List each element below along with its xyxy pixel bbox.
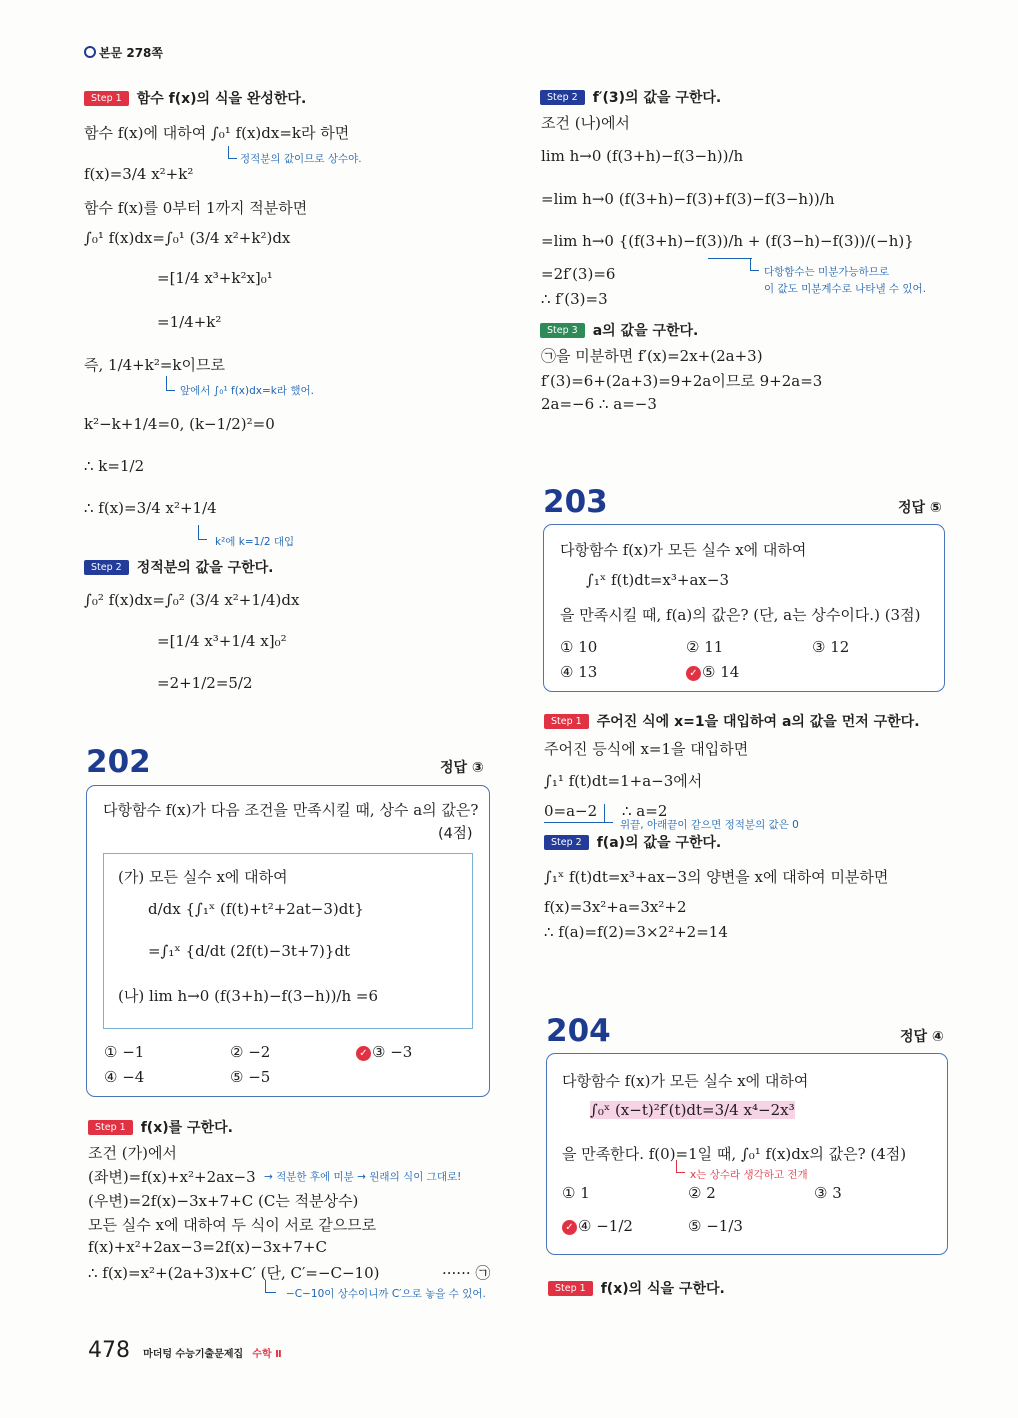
step1-badge: Step 1	[84, 91, 129, 106]
step2-title: 정적분의 값을 구한다.	[136, 560, 274, 576]
subject-label: 수학 Ⅱ	[252, 1349, 282, 1360]
page-number: 478	[88, 1338, 130, 1363]
step1-badge: Step 1	[88, 1120, 133, 1135]
step2-title: f(a)의 값을 구한다.	[596, 835, 722, 851]
right-step3-heading	[540, 320, 698, 340]
left-line-4: ∫₀¹ f(x)dx=∫₀¹ (3/4 x²+k²)dx	[84, 229, 291, 247]
p202-sol-2-note: → 적분한 후에 미분 → 원래의 식이 그대로!	[264, 1171, 462, 1183]
step1-title: f(x)를 구한다.	[140, 1120, 233, 1136]
p202-sol-2: (좌변)=f(x)+x²+2ax−3	[88, 1168, 256, 1186]
page-footer	[88, 1338, 282, 1363]
step2-badge: Step 2	[540, 90, 585, 105]
choice-203-1[interactable]: ① 10	[560, 638, 598, 656]
right-line-6: ∴ f′(3)=3	[541, 290, 608, 308]
p203-sol-6: ∴ f(a)=f(2)=3×2²+2=14	[544, 923, 728, 941]
problem-number-203: 203	[543, 484, 608, 520]
p202-question: 다항함수 f(x)가 다음 조건을 만족시킬 때, 상수 a의 값은?	[103, 801, 479, 819]
choice-202-2[interactable]: ② −2	[230, 1043, 271, 1061]
step2-badge: Step 2	[84, 560, 129, 575]
p204-q1: 다항함수 f(x)가 모든 실수 x에 대하여	[562, 1072, 809, 1090]
left-line-3: 함수 f(x)를 0부터 1까지 적분하면	[84, 199, 308, 217]
left-line-2: f(x)=3/4 x²+k²	[84, 165, 194, 183]
left-line-10: ∴ f(x)=3/4 x²+1/4	[84, 499, 217, 517]
left-line-11: ∫₀² f(x)dx=∫₀² (3/4 x²+1/4)dx	[84, 591, 300, 609]
p203-step2-heading	[544, 832, 721, 852]
left-step1-heading	[84, 88, 306, 108]
note-connector	[604, 804, 613, 823]
p202-sol-6-mark: ······ ㉠	[442, 1264, 491, 1282]
p202-sol-6: ∴ f(x)=x²+(2a+3)x+C′ (단, C′=−C−10)	[88, 1264, 380, 1282]
choice-202-5[interactable]: ⑤ −5	[230, 1068, 271, 1086]
left-line-8: k²−k+1/4=0, (k−1/2)²=0	[84, 415, 275, 433]
p202-points: (4점)	[438, 826, 473, 842]
step3-title: a의 값을 구한다.	[592, 323, 699, 339]
p202-sol-6-note: −C−10이 상수이니까 C′으로 놓을 수 있어.	[286, 1288, 486, 1300]
choice-204-2[interactable]: ② 2	[688, 1184, 716, 1202]
note-connector	[166, 376, 175, 391]
right-line-4: =lim h→0 {(f(3+h)−f(3))/h + (f(3−h)−f(3))/(−h)}	[541, 232, 914, 250]
choice-203-2[interactable]: ② 11	[686, 638, 724, 656]
p202-sol-4: 모든 실수 x에 대하여 두 식이 서로 같으므로	[88, 1216, 377, 1234]
left-line-12: =[1/4 x³+1/4 x]₀²	[157, 632, 287, 650]
right-line-8: f′(3)=6+(2a+3)=9+2a이므로 9+2a=3	[541, 372, 823, 390]
step3-badge: Step 3	[540, 323, 585, 338]
p204-q2: ∫₀ˣ (x−t)²f′(t)dt=3/4 x⁴−2x³	[590, 1101, 795, 1119]
step2-badge: Step 2	[544, 835, 589, 850]
checkmark-icon: ✓	[562, 1220, 577, 1235]
note-connector	[265, 1280, 276, 1293]
answer-204: 정답 ④	[900, 1029, 944, 1045]
step1-title: f(x)의 식을 구한다.	[600, 1281, 725, 1297]
note-earlier: 앞에서 ∫₀¹ f(x)dx=k라 했어.	[180, 385, 314, 397]
left-line-7: 즉, 1/4+k²=k이므로	[84, 356, 225, 374]
step1-badge: Step 1	[548, 1281, 593, 1296]
p203-step1-heading	[544, 711, 920, 731]
choice-203-3[interactable]: ③ 12	[812, 638, 850, 656]
note-connector	[750, 258, 759, 271]
p203-sol-3-note: 위끝, 아래끝이 같으면 정적분의 값은 0	[620, 819, 799, 831]
step2-title: f′(3)의 값을 구한다.	[592, 90, 722, 106]
right-line-1: 조건 (나)에서	[541, 114, 630, 132]
choice-204-3[interactable]: ③ 3	[814, 1184, 842, 1202]
left-line-13: =2+1/2=5/2	[157, 674, 253, 692]
p204-step1-heading	[548, 1278, 725, 1298]
right-note-2: 이 값도 미분계수로 나타낼 수 있어.	[764, 283, 927, 295]
p203-sol-3b: ∴ a=2	[622, 802, 668, 820]
cond-a-line2: =∫₁ˣ {d/dt (2f(t)−3t+7)}dt	[148, 942, 351, 960]
left-line-5: =[1/4 x³+k²x]₀¹	[157, 269, 273, 287]
p203-sol-4: ∫₁ˣ f(t)dt=x³+ax−3의 양변을 x에 대하여 미분하면	[544, 868, 889, 886]
section-ref: 본문 278쪽	[84, 44, 163, 61]
book-title: 마더텅 수능기출문제집	[143, 1349, 244, 1360]
choice-204-5[interactable]: ⑤ −1/3	[688, 1217, 743, 1235]
note-substitute: k²에 k=1/2 대입	[215, 536, 295, 548]
cond-b: (나) lim h→0 (f(3+h)−f(3−h))/h =6	[118, 987, 379, 1005]
step1-badge: Step 1	[544, 714, 589, 729]
problem-number-204: 204	[546, 1013, 611, 1049]
p203-sol-2: ∫₁¹ f(t)dt=1+a−3에서	[544, 772, 703, 790]
right-line-2: lim h→0 (f(3+h)−f(3−h))/h	[541, 147, 744, 165]
note-connector	[228, 146, 237, 159]
cond-a-label: (가) 모든 실수 x에 대하여	[118, 868, 288, 886]
p204-q3: 을 만족한다. f(0)=1일 때, ∫₀¹ f(x)dx의 값은? (4점)	[562, 1145, 907, 1163]
circle-bullet-icon	[84, 46, 96, 58]
left-line-6: =1/4+k²	[157, 313, 222, 331]
right-line-3: =lim h→0 (f(3+h)−f(3)+f(3)−f(3−h))/h	[541, 190, 835, 208]
p203-sol-1: 주어진 등식에 x=1을 대입하면	[544, 740, 749, 758]
note-connector	[198, 525, 207, 540]
arrow-right-icon: →	[264, 1171, 277, 1183]
answer-202: 정답 ③	[440, 760, 484, 776]
right-line-9: 2a=−6 ∴ a=−3	[541, 395, 657, 413]
choice-202-4[interactable]: ④ −4	[104, 1068, 145, 1086]
right-line-7: ㉠을 미분하면 f′(x)=2x+(2a+3)	[541, 347, 763, 365]
p202-sol-5: f(x)+x²+2ax−3=2f(x)−3x+7+C	[88, 1238, 327, 1256]
choice-203-5[interactable]: ✓ ⑤ 14	[686, 663, 739, 681]
cond-a-line1: d/dx {∫₁ˣ (f(t)+t²+2at−3)dt}	[148, 900, 364, 918]
p204-q3-note: x는 상수라 생각하고 전개	[690, 1169, 808, 1181]
step1-title: 주어진 식에 x=1을 대입하여 a의 값을 먼저 구한다.	[596, 714, 920, 730]
p202-sol-3: (우변)=2f(x)−3x+7+C (C는 적분상수)	[88, 1192, 359, 1210]
right-line-5: =2f′(3)=6	[541, 265, 616, 283]
left-step2-heading	[84, 557, 274, 577]
p202-step1-heading	[88, 1117, 233, 1137]
choice-203-4[interactable]: ④ 13	[560, 663, 598, 681]
choice-202-3[interactable]: ✓ ③ −3	[356, 1043, 412, 1061]
right-step2-heading	[540, 87, 721, 107]
p203-q1: 다항함수 f(x)가 모든 실수 x에 대하여	[560, 541, 807, 559]
problem-number-202: 202	[86, 744, 151, 780]
checkmark-icon: ✓	[356, 1046, 371, 1061]
note-constant: 정적분의 값이므로 상수야.	[240, 153, 362, 165]
note-connector	[708, 258, 752, 271]
p203-q2: ∫₁ˣ f(t)dt=x³+ax−3	[586, 571, 729, 589]
p202-sol-1: 조건 (가)에서	[88, 1144, 177, 1162]
checkmark-icon: ✓	[686, 666, 701, 681]
p203-q3: 을 만족시킬 때, f(a)의 값은? (단, a는 상수이다.) (3점)	[560, 606, 921, 624]
choice-204-1[interactable]: ① 1	[562, 1184, 590, 1202]
left-line-9: ∴ k=1/2	[84, 457, 145, 475]
note-connector	[544, 822, 606, 823]
step1-title: 함수 f(x)의 식을 완성한다.	[136, 91, 307, 107]
left-line-1: 함수 f(x)에 대하여 ∫₀¹ f(x)dx=k라 하면	[84, 124, 350, 142]
choice-204-4[interactable]: ✓ ④ −1/2	[562, 1217, 633, 1235]
choice-202-1[interactable]: ① −1	[104, 1043, 145, 1061]
p203-sol-5: f(x)=3x²+a=3x²+2	[544, 898, 687, 916]
note-connector	[676, 1160, 685, 1173]
right-note-1: 다항함수는 미분가능하므로	[764, 266, 890, 278]
answer-203: 정답 ⑤	[898, 500, 942, 516]
p203-sol-3: 0=a−2	[544, 802, 598, 820]
